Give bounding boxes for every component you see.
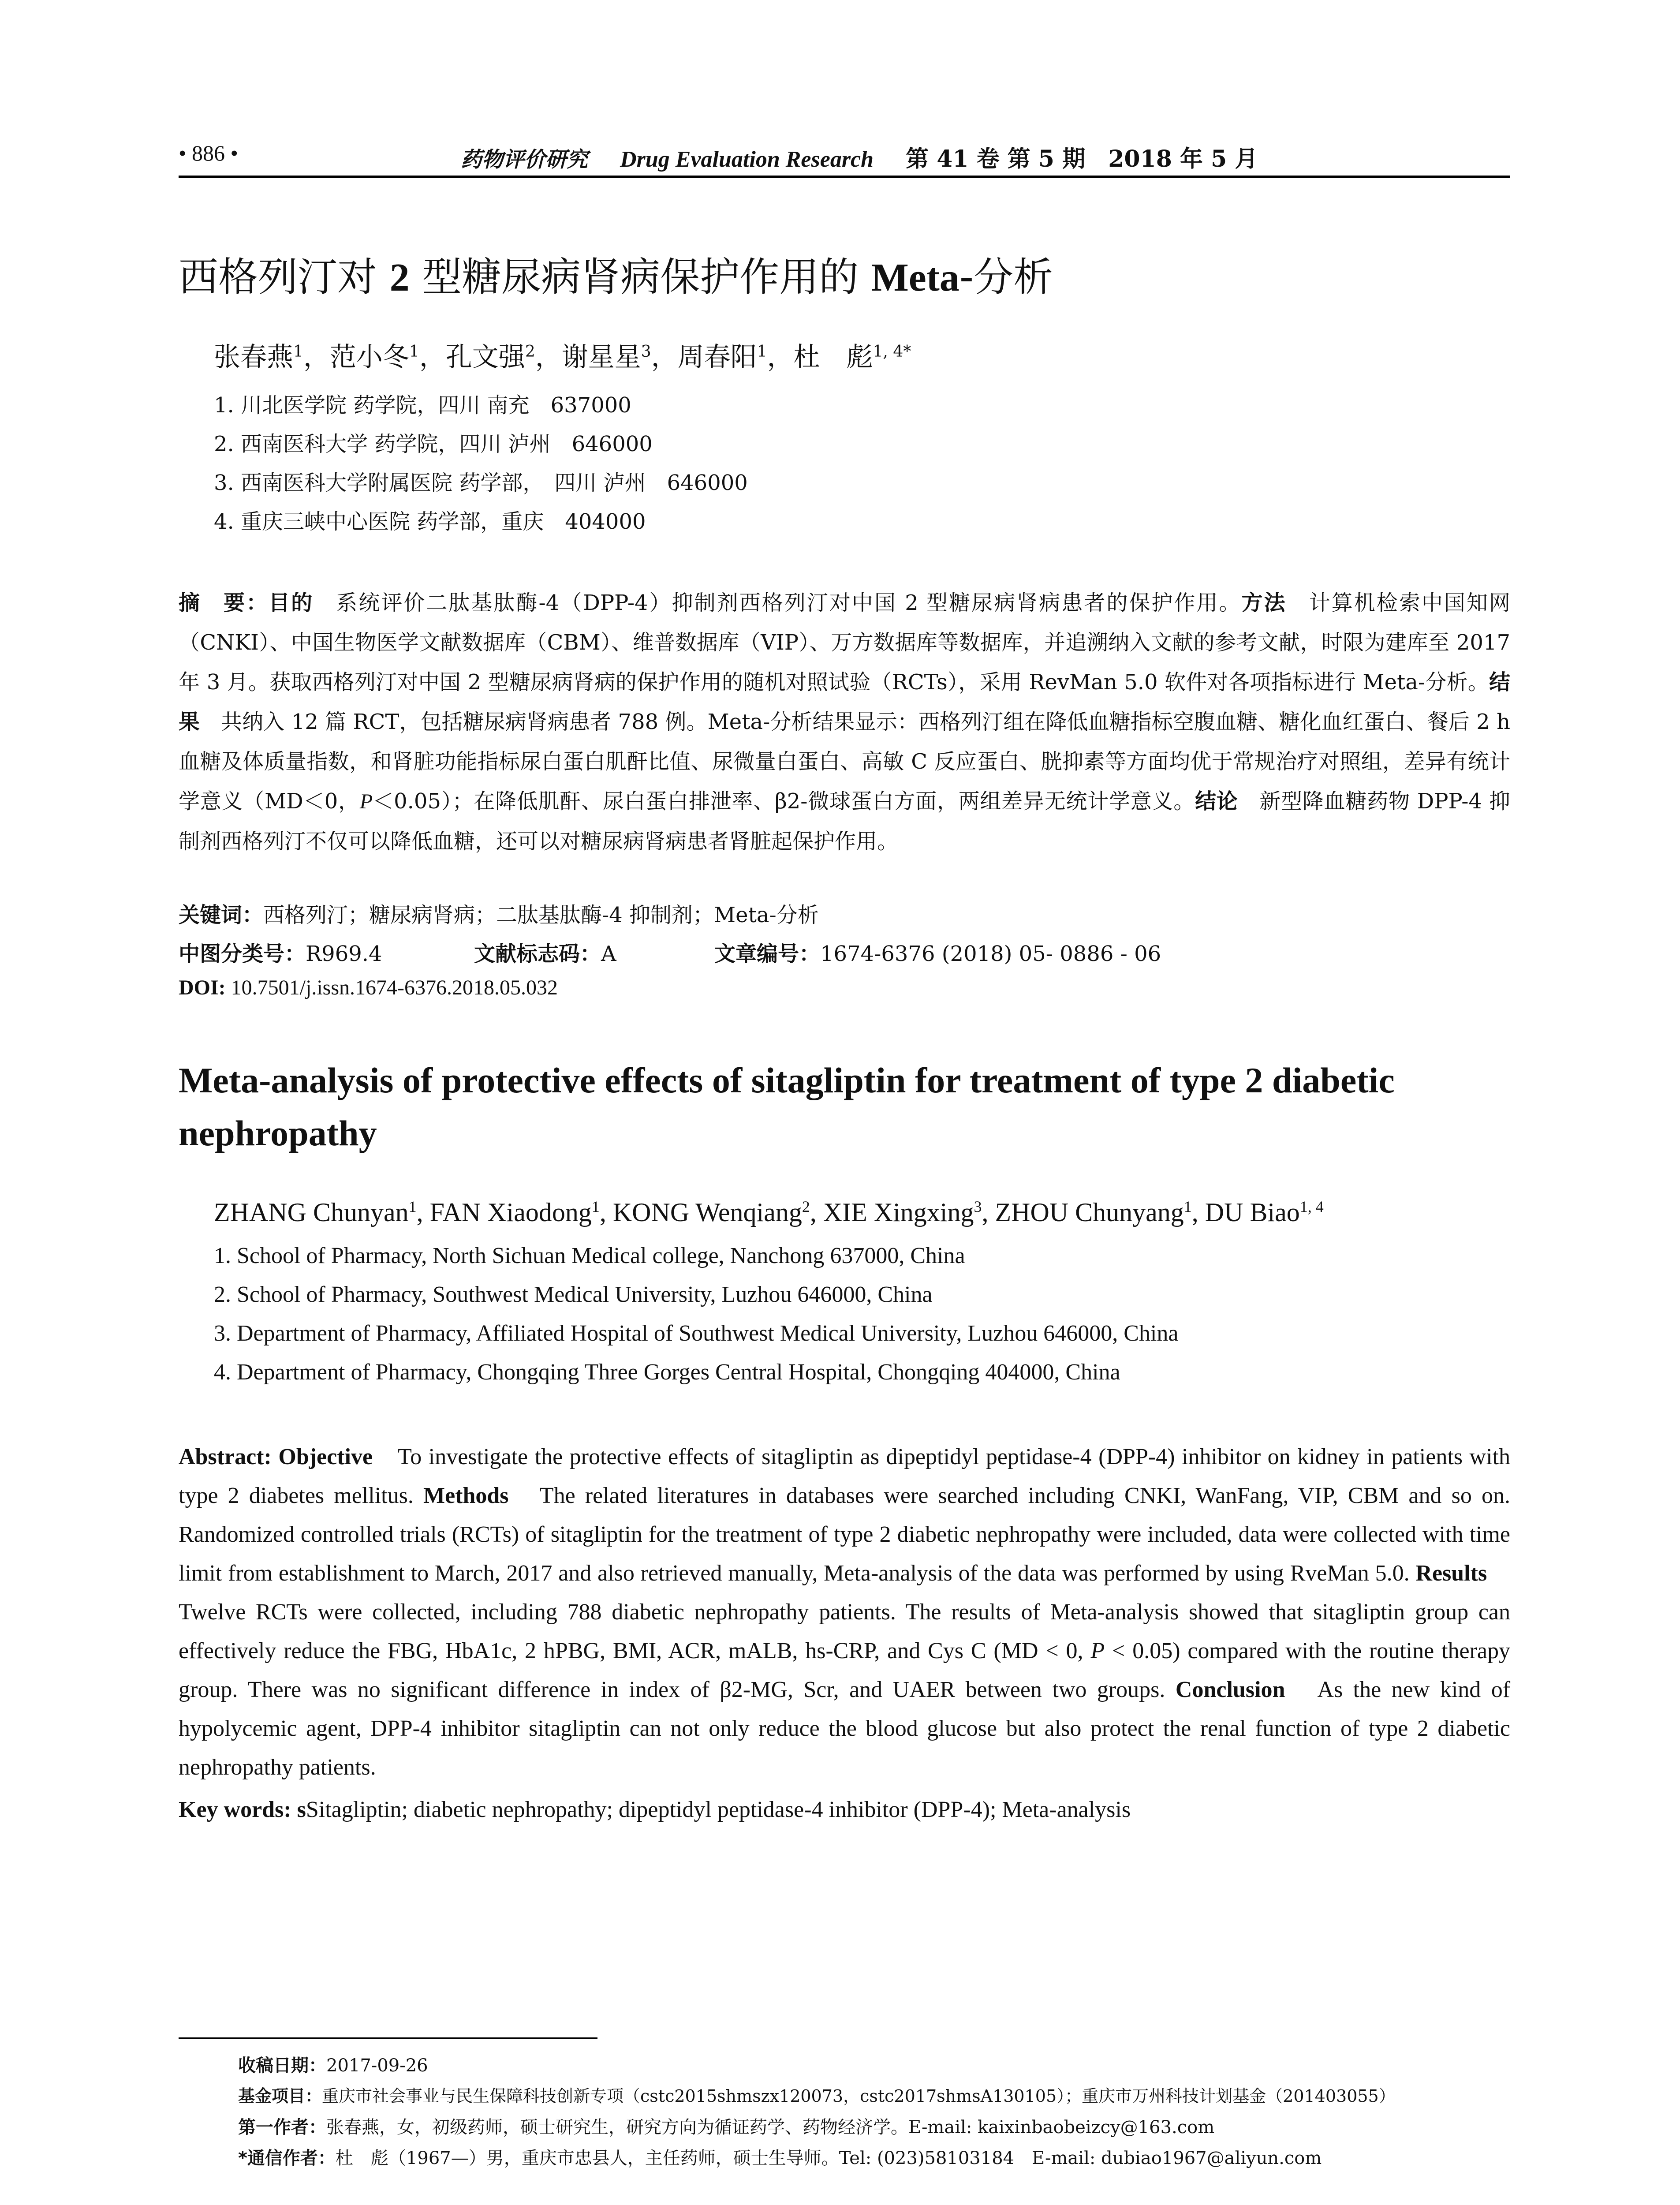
author-affiliation-mark: 1 — [757, 343, 767, 361]
document-code: 文献标志码：A — [474, 942, 616, 966]
author-separator: ， — [767, 342, 794, 373]
conclusion-label: Conclusion — [1175, 1677, 1285, 1702]
author-affiliation-mark: 1, 4* — [873, 343, 911, 361]
objective-label: 目的 — [269, 590, 314, 615]
author-affiliation-mark: 3 — [974, 1198, 982, 1215]
footnote-first-author: 第一作者：张春燕，女，初级药师，硕士研究生，研究方向为循证药学、药物经济学。E-mail: kaixinbaobeizcy@163.com — [238, 2117, 1215, 2138]
journal-name-cn: 药物评价研究 — [461, 147, 588, 172]
author-name: 张春燕 — [214, 342, 293, 373]
header-rule — [179, 176, 1510, 178]
english-abstract: Abstract: Objective To investigate the protective effects of sitagliptin as dipeptidyl peptidase-4 (DPP-4) inhibitor on kidney in patients with type 2 diabetes mellitus. Methods The related literatures in databases were searched including CNKI, WanFang, VIP, CBM and so on. Randomized controlled trials (RCTs) of sitagliptin for the treatment of type 2 diabetic nephropathy were included, data were collected with time limit from establishment to March, 2017 and also retrieved manually, Meta-analysis of the data was performed by using RveMan 5.0. Results Twelve RCTs were collected, including 788 diabetic nephropathy patients. The results of Meta-analysis showed that sitagliptin group can effectively reduce the FBG, HbA1c, 2 hPBG, BMI, ACR, mALB, hs-CRP, and Cys C (MD < 0, P < 0.05) compared with the routine therapy group. There was no significant difference in index of β2-MG, Scr, and UAER between two groups. Conclusion As the new kind of hypolycemic agent, DPP-4 inhibitor sitagliptin can not only reduce the blood glucose but also protect the renal function of type 2 diabetic nephropathy patients. — [179, 1444, 1511, 1780]
chinese-authors — [214, 336, 911, 374]
author-affiliation-mark: 1 — [409, 343, 419, 361]
chinese-keywords: 关键词：西格列汀；糖尿病肾病；二肽基肽酶-4 抑制剂；Meta-分析 — [179, 903, 819, 927]
journal-name-en: Drug Evaluation Research — [620, 147, 874, 172]
author-name: ZHANG Chunyan — [214, 1198, 409, 1227]
author-name: KONG Wenqiang — [612, 1198, 802, 1227]
author-affiliation-mark: 1 — [1183, 1198, 1192, 1215]
chinese-affiliation: 3. 西南医科大学附属医院 药学部， 四川 泸州 646000 — [214, 471, 748, 495]
abstract-label: Abstract: — [179, 1444, 272, 1469]
author-separator: ， — [535, 342, 562, 373]
abstract-label: 摘 要： — [179, 590, 269, 615]
page-number: • 886 • — [179, 141, 239, 165]
author-separator: , — [416, 1198, 430, 1227]
results-label: Results — [1415, 1561, 1487, 1586]
english-affiliation: 4. Department of Pharmacy, Chongqing Three Gorges Central Hospital, Chongqing 404000, China — [214, 1360, 1120, 1385]
english-affiliation: 2. School of Pharmacy, Southwest Medical University, Luzhou 646000, China — [214, 1282, 933, 1307]
author-name: 范小冬 — [329, 342, 409, 373]
chinese-affiliation: 1. 川北医学院 药学院，四川 南充 637000 — [214, 393, 631, 418]
results-label: 结果 — [179, 670, 1510, 734]
english-authors — [214, 1197, 1324, 1228]
chinese-abstract: 摘 要：目的 系统评价二肽基肽酶-4（DPP-4）抑制剂西格列汀对中国 2 型糖尿病肾病患者的保护作用。方法 计算机检索中国知网（CNKI）、中国生物医学文献数据库（CBM）、维普数据库（VIP）、万方数据库等数据库，并追溯纳入文献的参考文献，时限为建库至 2017 年 3 月。获取西格列汀对中国 2 型糖尿病肾病的保护作用的随机对照试验（RCTs），采用 RevMan 5.0 软件对各项指标进行 Meta-分析。结果 共纳入 12 篇 RCT，包括糖尿病肾病患者 788 例。Meta-分析结果显示：西格列汀组在降低血糖指标空腹血糖、糖化血红蛋白、餐后 2 h 血糖及体质量指数，和肾脏功能指标尿白蛋白肌酐比值、尿微量白蛋白、高敏 C 反应蛋白、胱抑素等方面均优于常规治疗对照组，差异有统计学意义（MD＜0，P＜0.05）；在降低肌酐、尿白蛋白排泄率、β2-微球蛋白方面，两组差异无统计学意义。结论 新型降血糖药物 DPP-4 抑制剂西格列汀不仅可以降低血糖，还可以对糖尿病肾病患者肾脏起保护作用。 — [179, 590, 1510, 854]
author-name: 谢星星 — [561, 342, 641, 373]
author-separator: , — [982, 1198, 995, 1227]
english-affiliation: 1. School of Pharmacy, North Sichuan Medical college, Nanchong 637000, China — [214, 1243, 965, 1268]
chinese-affiliation: 4. 重庆三峡中心医院 药学部，重庆 404000 — [214, 509, 646, 534]
issue-info: 第 41 卷 第 5 期 2018 年 5 月 — [906, 146, 1258, 172]
chinese-affiliation: 2. 西南医科大学 药学院，四川 泸州 646000 — [214, 432, 653, 456]
author-name: DU Biao — [1205, 1198, 1300, 1227]
footnote-received: 收稿日期：2017-09-26 — [238, 2056, 428, 2076]
author-name: ZHOU Chunyang — [995, 1198, 1184, 1227]
author-affiliation-mark: 1, 4 — [1299, 1198, 1324, 1215]
author-separator: ， — [419, 342, 446, 373]
doi: DOI: 10.7501/j.issn.1674-6376.2018.05.032 — [179, 976, 558, 999]
author-affiliation-mark: 1 — [591, 1198, 600, 1215]
footnote-fund: 基金项目：重庆市社会事业与民生保障科技创新专项（cstc2015shmszx120073，cstc2017shmsA130105）；重庆市万州科技计划基金（201403055） — [238, 2086, 1396, 2106]
classification-line: 中图分类号：R969.4 — [179, 942, 382, 966]
methods-label: 方法 — [1241, 590, 1287, 615]
author-separator: , — [1191, 1198, 1205, 1227]
english-affiliation: 3. Department of Pharmacy, Affiliated Hospital of Southwest Medical University, Luzhou 646000, China — [214, 1321, 1179, 1346]
objective-label: Objective — [271, 1444, 373, 1469]
author-name: 杜 彪 — [793, 342, 873, 373]
author-affiliation-mark: 2 — [525, 343, 535, 361]
author-name: 孔文强 — [445, 342, 525, 373]
author-name: FAN Xiaodong — [429, 1198, 592, 1227]
author-affiliation-mark: 1 — [408, 1198, 417, 1215]
methods-label: Methods — [423, 1483, 509, 1508]
author-affiliation-mark: 2 — [802, 1198, 810, 1215]
english-keywords: Key words: sSitagliptin; diabetic nephropathy; dipeptidyl peptidase-4 inhibitor (DPP-4); Meta-analysis — [179, 1797, 1131, 1822]
author-separator: , — [810, 1198, 823, 1227]
author-name: 周春阳 — [677, 342, 757, 373]
author-name: XIE Xingxing — [823, 1198, 974, 1227]
running-header — [461, 140, 1258, 173]
author-separator: ， — [651, 342, 678, 373]
author-affiliation-mark: 1 — [293, 343, 303, 361]
article-number: 文章编号：1674-6376 (2018) 05- 0886 - 06 — [714, 942, 1161, 966]
author-separator: ， — [303, 342, 330, 373]
author-separator: , — [599, 1198, 613, 1227]
footnote-corresponding: *通信作者：杜 彪（1967—）男，重庆市忠县人，主任药师，硕士生导师。Tel: (023)58103184 E-mail: dubiao1967@aliyun.com — [238, 2148, 1322, 2168]
footnote-rule — [179, 2037, 597, 2039]
english-title: Meta-analysis of protective effects of sitagliptin for treatment of type 2 diabetic nephropathy — [179, 1060, 1395, 1153]
chinese-title: 西格列汀对 2 型糖尿病肾病保护作用的 Meta-分析 — [179, 254, 1053, 300]
author-affiliation-mark: 3 — [641, 343, 651, 361]
conclusion-label: 结论 — [1195, 789, 1238, 814]
